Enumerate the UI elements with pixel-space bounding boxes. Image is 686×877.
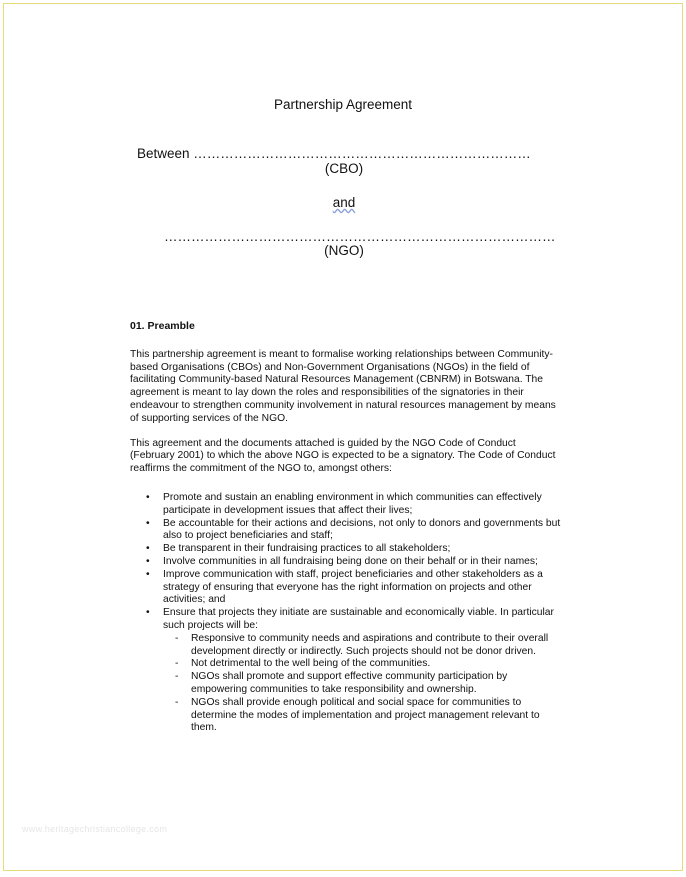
list-item: • Be transparent in their fundraising practices to all stakeholders; (163, 543, 562, 556)
party-ngo-label: (NGO) (324, 243, 364, 258)
preamble-section (130, 320, 562, 735)
list-item: • Improve communication with staff, project beneficiaries and other stakeholders as a strategy of ensuring that everyone has the right information on projects and other activities; and (163, 569, 562, 607)
sub-list-item: - NGOs shall promote and support effective community participation by empowering communities to take responsibility and ownership. (191, 671, 562, 697)
and-text: and (332, 195, 356, 210)
commitments-list (130, 492, 562, 735)
list-item-text: Ensure that projects they initiate are sustainable and economically viable. In particular such projects will be: (163, 607, 554, 631)
sub-list-item: - Not detrimental to the well being of the communities. (191, 658, 562, 671)
paragraph: This agreement and the documents attached is guided by the NGO Code of Conduct (February 2001) to which the above NGO is expected to be a signatory. The Code of Conduct reaffirms the commitment of the NGO to, amongst others: (130, 437, 556, 475)
paragraph: This partnership agreement is meant to formalise working relationships between Community-based Organisations (CBOs) and Non-Government Organisations (NGOs) in the field of facilitating Community-based Natural Resources Management (CBNRM) in Botswana. The agreement is meant to lay down the roles and responsibilities of the signatories in their endeavour to strengthen community involvement in natural resources management by means of supporting services of the NGO. (130, 348, 556, 424)
document-title: Partnership Agreement (273, 97, 413, 112)
list-item: • Promote and sustain an enabling environment in which communities can effectively participate in development issues that affect their lives; (163, 492, 562, 518)
section-heading: 01. Preamble (130, 320, 195, 332)
between-line: Between ………………………………………………………………… (137, 146, 531, 161)
sub-list-item: - NGOs shall provide enough political and social space for communities to determine the modes of implementation and project management relevant to them. (191, 697, 562, 735)
sub-list (163, 633, 562, 735)
watermark: www.heritagechristiancollege.com (22, 824, 168, 834)
party-cbo-label: (CBO) (324, 161, 364, 176)
document-page (3, 3, 683, 871)
and-label (4, 195, 684, 210)
party-ngo-line: …………………………………………………………………………… (164, 229, 556, 244)
list-item: • Involve communities in all fundraising being done on their behalf or in their names; (163, 556, 562, 569)
list-item (163, 607, 562, 735)
sub-list-item: - Responsive to community needs and aspirations and contribute to their overall development directly or indirectly. Such projects should not be donor driven. (191, 633, 562, 659)
list-item: • Be accountable for their actions and decisions, not only to donors and governments but also to project beneficiaries and staff; (163, 518, 562, 544)
